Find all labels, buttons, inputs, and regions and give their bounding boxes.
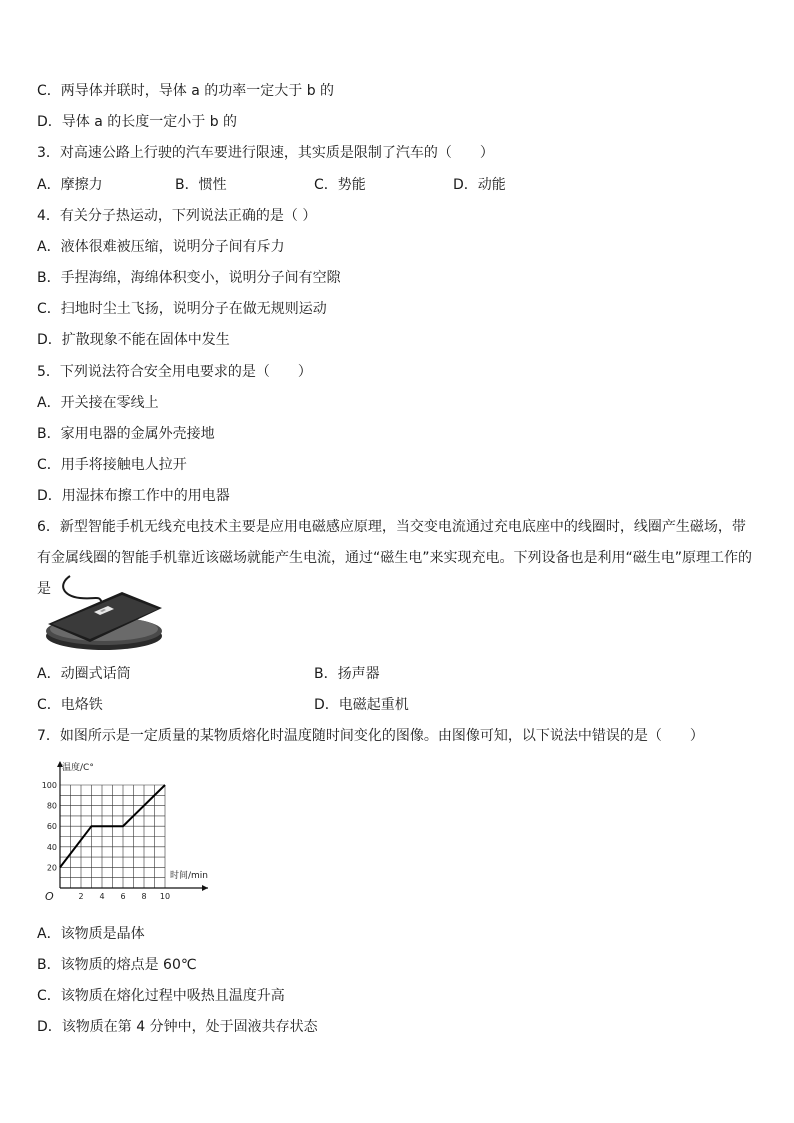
q3-option-d: D．动能	[453, 177, 506, 193]
y-tick-label: 20	[46, 863, 57, 873]
q2-option-c: C．两导体并联时，导体 a 的功率一定大于 b 的	[37, 83, 335, 99]
chart-x-axis-label: 时间/min	[170, 871, 209, 881]
q5-option-c: C．用手将接触电人拉开	[37, 457, 187, 473]
q5-option-d: D．用湿抹布擦工作中的用电器	[37, 488, 230, 504]
temperature-time-chart	[30, 758, 220, 908]
x-tick-label: 4	[99, 892, 105, 901]
q5-option-a: A．开关接在零线上	[37, 395, 159, 411]
x-tick-label: 10	[159, 892, 171, 901]
q4-option-d: D．扩散现象不能在固体中发生	[37, 332, 230, 348]
q6-option-a: A．动圈式话筒	[37, 666, 131, 682]
chart-y-axis-label: 温度/C°	[62, 763, 94, 773]
chart-origin-label: O	[45, 890, 54, 903]
y-tick-label: 60	[46, 822, 57, 832]
q7-stem: 7．如图所示是一定质量的某物质熔化时温度随时间变化的图像。由图像可知，以下说法中错误的是（ ）	[37, 728, 704, 744]
q6-option-c: C．电烙铁	[37, 697, 103, 713]
y-tick-label: 40	[46, 842, 57, 852]
q4-stem: 4．有关分子热运动，下列说法正确的是（ ）	[37, 208, 317, 224]
q5-stem: 5．下列说法符合安全用电要求的是（ ）	[37, 364, 312, 380]
q5-option-b: B．家用电器的金属外壳接地	[37, 426, 215, 442]
q4-option-b: B．手捏海绵，海绵体积变小，说明分子间有空隙	[37, 270, 341, 286]
q4-option-a: A．液体很难被压缩，说明分子间有斥力	[37, 239, 285, 255]
x-tick-label: 2	[78, 892, 84, 901]
q3-stem: 3．对高速公路上行驶的汽车要进行限速，其实质是限制了汽车的（ ）	[37, 145, 494, 161]
wireless-charging-phone-image	[40, 574, 166, 654]
q7-option-b: B．该物质的熔点是 60℃	[37, 957, 197, 973]
q3-option-a: A．摩擦力	[37, 177, 103, 193]
x-tick-label: 8	[141, 892, 147, 901]
q6-option-d: D．电磁起重机	[314, 697, 409, 713]
q6-stem: 6．新型智能手机无线充电技术主要是应用电磁感应原理，当交变电流通过充电底座中的线圈时，线圈产生磁场，带有金属线圈的智能手机靠近该磁场就能产生电流，通过“磁生电”来实现充电。下列设备也是利用“磁生电”原理工作的是	[37, 519, 753, 597]
q7-option-c: C．该物质在熔化过程中吸热且温度升高	[37, 988, 285, 1004]
q4-option-c: C．扫地时尘土飞扬，说明分子在做无规则运动	[37, 301, 327, 317]
q7-option-a: A．该物质是晶体	[37, 926, 145, 942]
q2-option-d: D．导体 a 的长度一定小于 b 的	[37, 114, 238, 130]
y-tick-label: 80	[46, 801, 57, 811]
x-tick-label: 6	[120, 892, 126, 901]
q6-option-b: B．扬声器	[314, 666, 380, 682]
q3-option-b: B．惯性	[175, 177, 227, 193]
q7-option-d: D．该物质在第 4 分钟中，处于固液共存状态	[37, 1019, 318, 1035]
x-axis-arrow	[202, 885, 208, 891]
y-tick-label: 100	[41, 781, 57, 790]
q3-option-c: C．势能	[314, 177, 366, 193]
